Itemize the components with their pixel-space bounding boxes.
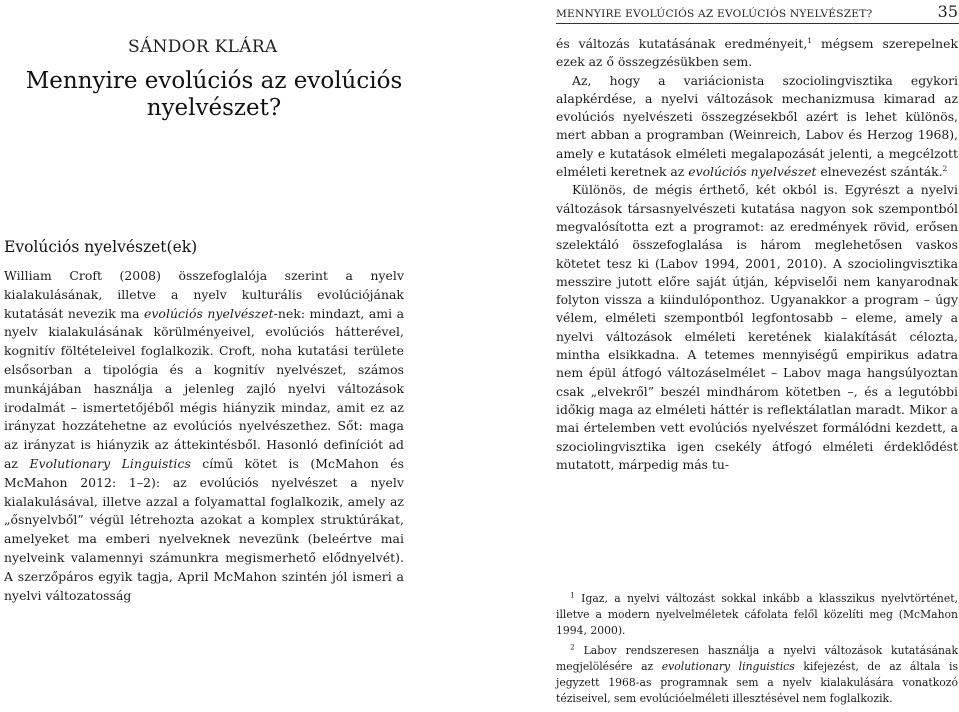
footnote-mark: 2: [570, 642, 575, 652]
text-run: és változás kutatásának eredményeit,: [556, 36, 808, 51]
text-run: -nek: mindazt, ami a nyelv kialakulásának körülményeivel, evolúciós hátterével, kognitív föltételeivel foglalkozik. Croft, noha kutatási területe elsősorban a tipológia és a kognitív nyelvészet, számos munkájában használja a jelenleg zajló nyelvi változások irodalmát – ismertetőjéből mégis hiányzik mindaz, amit ez az irányzat hozzátehetne az evolúciós nyelvészethez. Sőt: maga az irányzat is hiányzik az áttekintésből. Hasonló definíciót ad az: [4, 305, 405, 471]
footnotes: [556, 591, 958, 712]
right-paragraph-3: Különös, de mégis érthető, két okból is. Egyrészt a nyelvi változások társasnyelvészeti kutatása nagyon sok szempontból megvalósította ezt a programot: az eredmények rövid, erősen szelektáló összefoglalása is három meglehetősen vaskos kötetet tesz ki (Labov 1994, 2001, 2010). A szociolingvisztika messzire jutott előre saját útján, képviselői nem kanyarodnak folyton vissza a kiindulóponthoz. Ugyanakkor a program – úgy vélem, elméleti szempontból legfontosabb – eleme, amely a nyelvi változások elméleti keretének kialakítását célozta, mintha elsikkadna. A tetemes mennyiségű empirikus adatra nem épül átfogó változáselmélet – Labov maga hangsúlyoztan csak „elvekről” beszél mindhárom kötetben –, és a legutóbbi időkig maga az elméleti háttér is reflektálatlan maradt. Mikor a mai értelemben vett evolúciós nyelvészet formálódni kezdett, a szociolingvisztika igen csekély átfogó elméleti érdeklődést mutatott, márpedig más tu-: [556, 182, 958, 472]
footnote-ref-2: 2: [942, 163, 948, 173]
footnote-text: Labov rendszeresen használja a nyelvi változások kutatásának megjelölésére az: [556, 644, 958, 674]
emphasis-term: evolúciós nyelvészet: [144, 305, 274, 321]
footnote-text: kifejezést, de az általa is jegyzett 1968-as programnak sem a nyelv kialakulására vonatkozó téziseivel, sem evolúcióelméleti illesztésével nem foglalkozik.: [556, 660, 959, 705]
text-run: című kötet is (McMahon és McMahon 2012: 1–2): az evolúciós nyelvészet a nyelv kialakulásával, illetve azzal a folyamattal foglalkozik, amely az „ősnyelvből” végül létrehozta azokat a komplex struktúrákat, amelyeket ma emberi nyelveknek nevezünk (beleértve mai nyelveink valamennyi számunkra megismerhető elődnyelvét). A szerzőpáros egyik tagja, April McMahon szintén jól ismeri a nyelvi változatosság: [4, 455, 404, 603]
running-header-title: MENNYIRE EVOLÚCIÓS AZ EVOLÚCIÓS NYELVÉSZET?: [556, 8, 873, 20]
text-run: mégsem szerepelnek ezek az ő összegzésükben sem.: [556, 36, 958, 70]
text-run: elnevezést szánták.: [816, 164, 943, 180]
running-header: [556, 2, 959, 24]
footnote-text: Igaz, a nyelvi változást sokkal inkább a klasszikus nyelvtörténet, illetve a modern nyelvelméletek cáfolata felől közelíti meg (McMahon 1994, 2000).: [556, 592, 958, 637]
left-body-paragraph: [4, 267, 404, 605]
article-author: SÁNDOR KLÁRA: [128, 37, 278, 57]
footnote-ref-1: 1: [807, 35, 813, 45]
text-run: Az, hogy a variácionista szociolingvisztika egykori alapkérdése, a nyelvi változások mechanizmusa kimarad az evolúciós nyelvészeti összegzésekből azért is lehet különös, mert abban a programban (Weinreich, Labov és Herzog 1968), amely e kutatások elméleti megalapozását jelenti, a megcélzott elméleti keretnek az: [556, 72, 958, 180]
emphasis-term: evolúciós nyelvészet: [688, 164, 817, 180]
emphasis-book-title: Evolutionary Linguistics: [29, 455, 191, 471]
text-run: William Croft (2008) összefoglalója szerint a nyelv kialakulásának, illetve a nyelv kulturális evolúciójának kutatását nevezik ma: [4, 268, 404, 321]
emphasis-term: evolutionary linguistics: [661, 660, 795, 674]
footnote-1: [556, 591, 958, 638]
article-title: Mennyire evolúciós az evolúciós nyelvészet?: [25, 68, 403, 121]
right-body: [556, 35, 958, 474]
footnote-mark: 1: [570, 590, 575, 600]
footnote-2: [556, 643, 958, 706]
right-paragraph-1: [556, 35, 958, 72]
section-heading: Evolúciós nyelvészet(ek): [4, 238, 198, 256]
right-paragraph-2: [556, 72, 958, 182]
page-number: 35: [937, 2, 958, 21]
